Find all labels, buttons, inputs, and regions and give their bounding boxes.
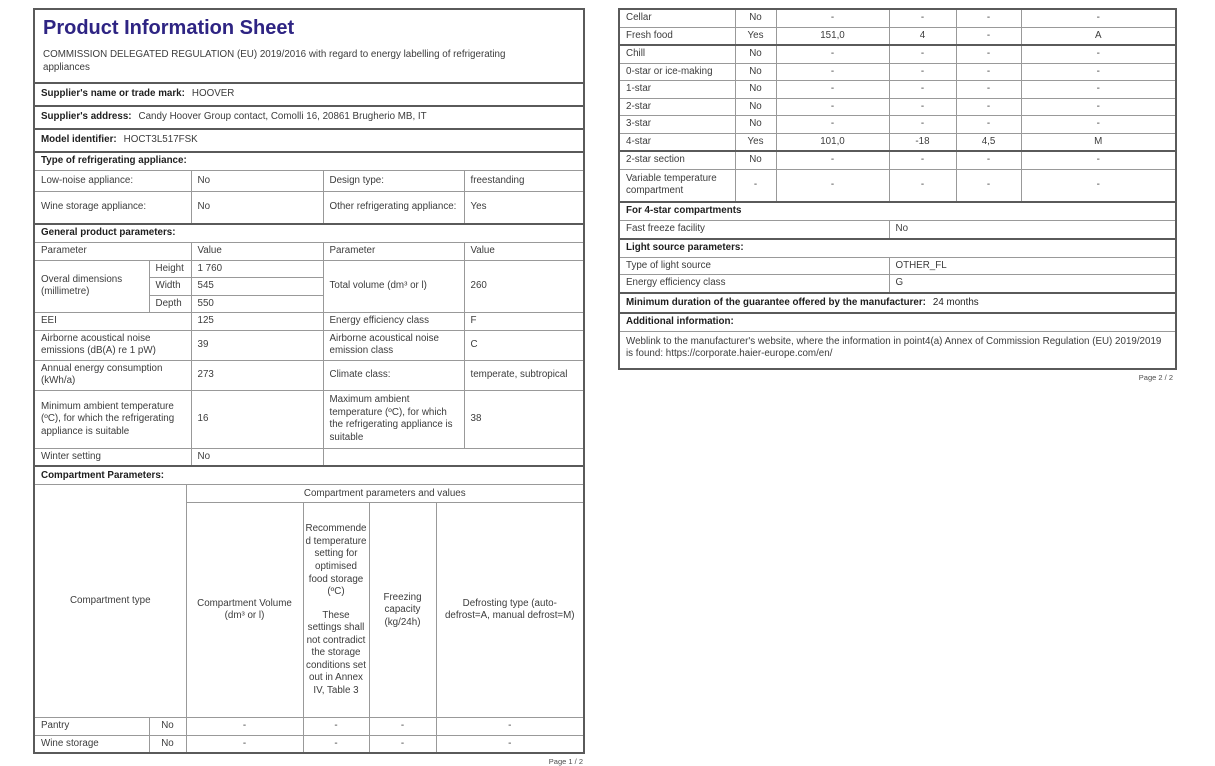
compartment-defrost: - bbox=[1021, 98, 1176, 116]
compartment-defrost: - bbox=[1021, 116, 1176, 134]
compartment-temp: - bbox=[889, 45, 956, 63]
recommended-temp-header bbox=[303, 503, 369, 718]
compartment-present: No bbox=[735, 63, 776, 81]
compartment-volume: - bbox=[776, 9, 889, 27]
title-block bbox=[34, 9, 584, 83]
page2-footer: Page 2 / 2 bbox=[1138, 372, 1173, 382]
compartment-name: 2-star bbox=[619, 98, 735, 116]
compartment-freezing: - bbox=[956, 169, 1021, 202]
compartment-name: Fresh food bbox=[619, 27, 735, 45]
light-energy-class-value: G bbox=[889, 275, 1176, 293]
noise-emissions-value: 39 bbox=[191, 330, 323, 360]
compartment-name: 3-star bbox=[619, 116, 735, 134]
manufacturer-weblink[interactable]: https://corporate.haier-europe.com/en/ bbox=[665, 348, 833, 360]
weblink-row bbox=[619, 331, 1176, 369]
compartment-freezing: - bbox=[956, 27, 1021, 45]
compartment-defrost: - bbox=[1021, 81, 1176, 99]
compartment-freezing: 4,5 bbox=[956, 133, 1021, 151]
compartment-freezing: - bbox=[956, 81, 1021, 99]
recommended-temp-header-note: These settings shall not contradict the storage conditions set out in Annex IV, Table 3 bbox=[306, 609, 366, 696]
compartment-freezing: - bbox=[369, 718, 436, 736]
compartment-temp: - bbox=[889, 81, 956, 99]
model-identifier-row bbox=[34, 129, 584, 152]
compartment-defrost: - bbox=[436, 735, 584, 753]
compartment-volume-header: Compartment Volume (dm³ or l) bbox=[186, 503, 303, 718]
compartment-present: No bbox=[149, 718, 186, 736]
depth-value: 550 bbox=[191, 295, 323, 313]
compartment-temp: - bbox=[889, 116, 956, 134]
general-section-header: General product parameters: bbox=[34, 224, 584, 243]
eei-value: 125 bbox=[191, 313, 323, 331]
design-type-value: freestanding bbox=[464, 171, 584, 192]
compartment-volume: - bbox=[776, 45, 889, 63]
compartment-params-header: Compartment parameters and values bbox=[186, 485, 584, 503]
parameter-header-2: Parameter bbox=[323, 243, 464, 261]
compartment-present: Yes bbox=[735, 133, 776, 151]
max-ambient-value: 38 bbox=[464, 390, 584, 448]
total-volume-label: Total volume (dm³ or l) bbox=[323, 260, 464, 313]
width-label: Width bbox=[149, 278, 191, 296]
supplier-name-value: HOOVER bbox=[191, 88, 235, 100]
climate-class-label: Climate class: bbox=[323, 360, 464, 390]
supplier-name-label: Supplier's name or trade mark: bbox=[41, 88, 185, 100]
min-ambient-label: Minimum ambient temperature (ºC), for which the refrigerating appliance is suitable bbox=[34, 390, 191, 448]
compartment-defrost: - bbox=[1021, 169, 1176, 202]
light-section-header: Light source parameters: bbox=[619, 239, 1176, 258]
guarantee-row bbox=[619, 293, 1176, 313]
light-energy-class-label: Energy efficiency class bbox=[619, 275, 889, 293]
compartment-temp: - bbox=[889, 151, 956, 169]
depth-label: Depth bbox=[149, 295, 191, 313]
wine-storage-label: Wine storage appliance: bbox=[34, 192, 191, 225]
winter-setting-label: Winter setting bbox=[34, 448, 191, 466]
supplier-address-row bbox=[34, 106, 584, 129]
compartment-name: Pantry bbox=[34, 718, 149, 736]
compartment-volume: 101,0 bbox=[776, 133, 889, 151]
compartment-name: 4-star bbox=[619, 133, 735, 151]
compartment-present: No bbox=[735, 151, 776, 169]
compartment-volume: - bbox=[186, 735, 303, 753]
model-identifier-label: Model identifier: bbox=[41, 134, 117, 146]
compartment-present: - bbox=[735, 169, 776, 202]
compartment-volume: - bbox=[776, 151, 889, 169]
guarantee-value: 24 months bbox=[932, 296, 979, 308]
compartment-type-header: Compartment type bbox=[34, 485, 186, 718]
recommended-temp-header-text: Recommended temperature setting for optimised food storage (ºC) bbox=[305, 523, 367, 598]
compartment-volume: - bbox=[776, 81, 889, 99]
low-noise-label: Low-noise appliance: bbox=[34, 171, 191, 192]
compartment-freezing: - bbox=[956, 63, 1021, 81]
compartment-defrost: - bbox=[1021, 45, 1176, 63]
four-star-section-header: For 4-star compartments bbox=[619, 202, 1176, 221]
supplier-name-row bbox=[34, 83, 584, 106]
parameter-header-1: Parameter bbox=[34, 243, 191, 261]
winter-setting-value: No bbox=[191, 448, 323, 466]
other-refrigerating-label: Other refrigerating appliance: bbox=[323, 192, 464, 225]
design-type-label: Design type: bbox=[323, 171, 464, 192]
compartment-present: Yes bbox=[735, 27, 776, 45]
max-ambient-label: Maximum ambient temperature (ºC), for which the refrigerating appliance is suitable bbox=[323, 390, 464, 448]
page-2 bbox=[618, 8, 1175, 382]
compartment-freezing: - bbox=[369, 735, 436, 753]
compartment-freezing: - bbox=[956, 98, 1021, 116]
compartment-volume: - bbox=[776, 116, 889, 134]
supplier-address-label: Supplier's address: bbox=[41, 111, 132, 123]
other-refrigerating-value: Yes bbox=[464, 192, 584, 225]
wine-storage-value: No bbox=[191, 192, 323, 225]
compartment-temp: -18 bbox=[889, 133, 956, 151]
compartment-volume: 151,0 bbox=[776, 27, 889, 45]
compartment-name: 2-star section bbox=[619, 151, 735, 169]
compartment-temp: 4 bbox=[889, 27, 956, 45]
compartment-volume: - bbox=[776, 98, 889, 116]
height-value: 1 760 bbox=[191, 260, 323, 278]
compartment-present: No bbox=[149, 735, 186, 753]
compartment-temp: - bbox=[303, 735, 369, 753]
climate-class-value: temperate, subtropical bbox=[464, 360, 584, 390]
compartment-section-header: Compartment Parameters: bbox=[34, 466, 584, 485]
compartment-name: Cellar bbox=[619, 9, 735, 27]
light-source-type-label: Type of light source bbox=[619, 257, 889, 275]
compartment-freezing: - bbox=[956, 151, 1021, 169]
overall-dimensions-label: Overal dimensions (millimetre) bbox=[34, 260, 149, 313]
compartment-name: 0-star or ice-making bbox=[619, 63, 735, 81]
model-identifier-value: HOCT3L517FSK bbox=[123, 134, 198, 146]
page-1 bbox=[33, 8, 585, 766]
eei-label: EEI bbox=[34, 313, 191, 331]
noise-emissions-label: Airborne acoustical noise emissions (dB(A) re 1 pW) bbox=[34, 330, 191, 360]
compartment-defrost: - bbox=[1021, 9, 1176, 27]
compartment-present: No bbox=[735, 116, 776, 134]
winter-setting-empty bbox=[323, 448, 584, 466]
type-section-header: Type of refrigerating appliance: bbox=[34, 152, 584, 171]
page-title: Product Information Sheet bbox=[43, 17, 295, 39]
fast-freeze-value: No bbox=[889, 220, 1176, 239]
value-header-2: Value bbox=[464, 243, 584, 261]
compartment-defrost: - bbox=[436, 718, 584, 736]
compartment-present: No bbox=[735, 9, 776, 27]
compartment-volume: - bbox=[776, 169, 889, 202]
page-subtitle: COMMISSION DELEGATED REGULATION (EU) 2019/2016 with regard to energy labelling of refrigerating appliances bbox=[43, 48, 506, 73]
compartment-defrost: - bbox=[1021, 151, 1176, 169]
compartment-name: 1-star bbox=[619, 81, 735, 99]
defrosting-type-header: Defrosting type (auto-defrost=A, manual defrost=M) bbox=[436, 503, 584, 718]
compartment-temp: - bbox=[889, 9, 956, 27]
annual-energy-value: 273 bbox=[191, 360, 323, 390]
compartment-present: No bbox=[735, 98, 776, 116]
compartment-temp: - bbox=[889, 98, 956, 116]
noise-class-value: C bbox=[464, 330, 584, 360]
compartment-volume: - bbox=[776, 63, 889, 81]
low-noise-value: No bbox=[191, 171, 323, 192]
compartment-present: No bbox=[735, 81, 776, 99]
product-sheet-table-page2 bbox=[618, 8, 1177, 370]
page1-footer: Page 1 / 2 bbox=[548, 757, 583, 766]
compartment-temp: - bbox=[889, 63, 956, 81]
guarantee-label: Minimum duration of the guarantee offered by the manufacturer: bbox=[626, 296, 926, 308]
compartment-name: Wine storage bbox=[34, 735, 149, 753]
additional-section-header: Additional information: bbox=[619, 313, 1176, 332]
height-label: Height bbox=[149, 260, 191, 278]
freezing-capacity-header: Freezing capacity (kg/24h) bbox=[369, 503, 436, 718]
total-volume-value: 260 bbox=[464, 260, 584, 313]
compartment-name: Variable temperature compartment bbox=[619, 169, 735, 202]
product-sheet-table-page1 bbox=[33, 8, 585, 754]
energy-class-label: Energy efficiency class bbox=[323, 313, 464, 331]
compartment-volume: - bbox=[186, 718, 303, 736]
weblink-label: Weblink to the manufacturer's website, where the information in point4(a) Annex of Commission Regulation (EU) 2019/2019 is found: bbox=[626, 335, 1162, 360]
compartment-freezing: - bbox=[956, 45, 1021, 63]
value-header-1: Value bbox=[191, 243, 323, 261]
min-ambient-value: 16 bbox=[191, 390, 323, 448]
noise-class-label: Airborne acoustical noise emission class bbox=[323, 330, 464, 360]
compartment-freezing: - bbox=[956, 9, 1021, 27]
energy-class-value: F bbox=[464, 313, 584, 331]
fast-freeze-label: Fast freeze facility bbox=[619, 220, 889, 239]
compartment-defrost: A bbox=[1021, 27, 1176, 45]
width-value: 545 bbox=[191, 278, 323, 296]
supplier-address-value: Candy Hoover Group contact, Comolli 16, 20861 Brugherio MB, IT bbox=[138, 111, 427, 123]
compartment-name: Chill bbox=[619, 45, 735, 63]
annual-energy-label: Annual energy consumption (kWh/a) bbox=[34, 360, 191, 390]
compartment-freezing: - bbox=[956, 116, 1021, 134]
compartment-present: No bbox=[735, 45, 776, 63]
compartment-defrost: - bbox=[1021, 63, 1176, 81]
compartment-temp: - bbox=[303, 718, 369, 736]
light-source-type-value: OTHER_FL bbox=[889, 257, 1176, 275]
compartment-defrost: M bbox=[1021, 133, 1176, 151]
compartment-temp: - bbox=[889, 169, 956, 202]
